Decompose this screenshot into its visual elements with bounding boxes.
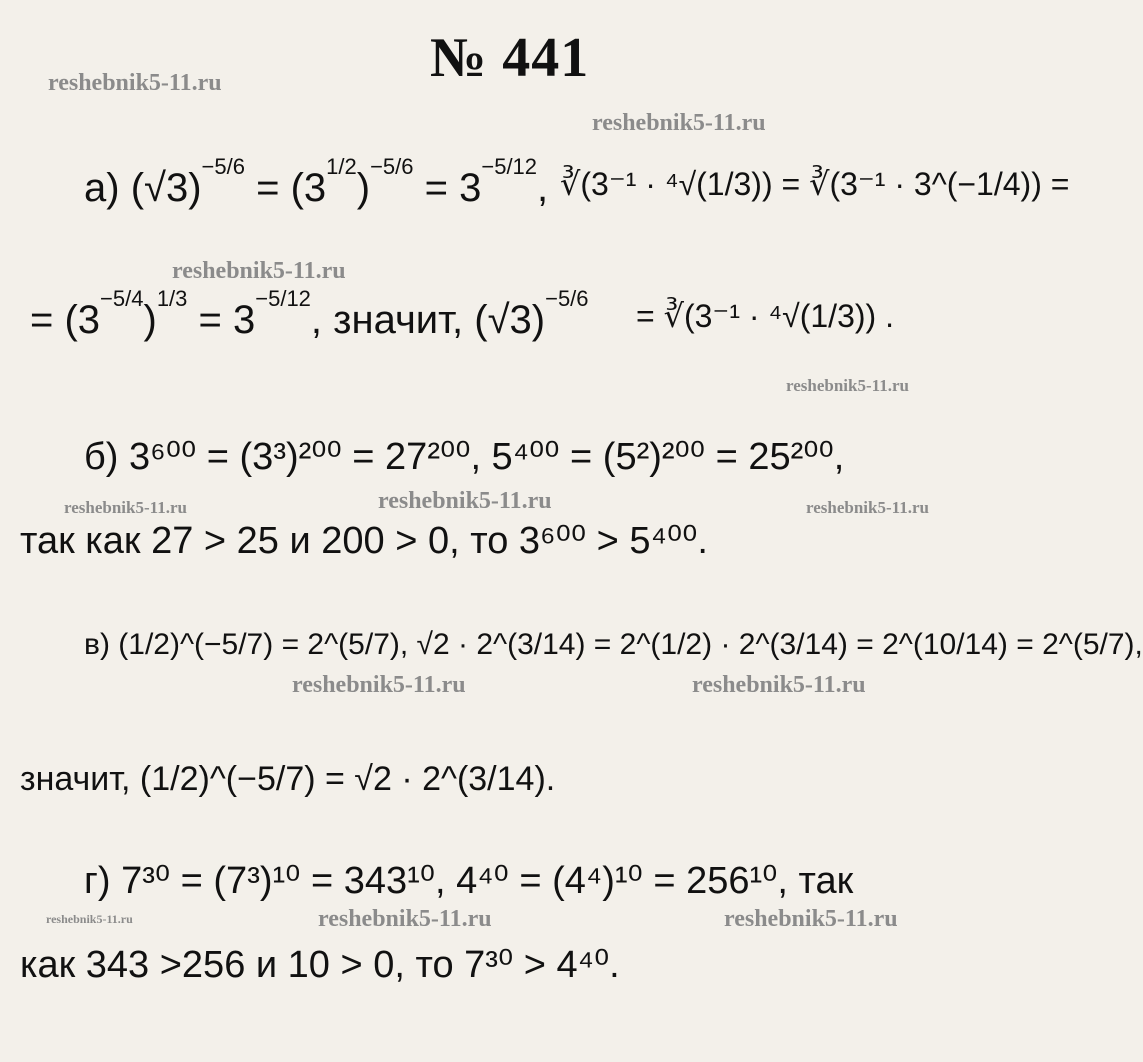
watermark: reshebnik5-11.ru [692,672,866,698]
part-b-line-1: б) 3⁶⁰⁰ = (3³)²⁰⁰ = 27²⁰⁰, 5⁴⁰⁰ = (5²)²⁰⁰ = 25²⁰⁰, [84,436,845,478]
part-a-label: а) [84,166,120,210]
watermark: reshebnik5-11.ru [48,70,222,96]
watermark: reshebnik5-11.ru [378,488,552,514]
part-a-line-2: = $(3^{-5/4})^{1/3} = 3^{-5/12}$, значит, $(√3)^{-5/6}$ [30,286,589,342]
watermark: reshebnik5-11.ru [806,498,929,517]
part-v-line-1: в) (1/2)^(−5/7) = 2^(5/7), √2 · 2^(3/14) = 2^(1/2) · 2^(3/14) = 2^(10/14) = 2^(5/7), [84,628,1143,661]
watermark: reshebnik5-11.ru [592,110,766,136]
watermark: reshebnik5-11.ru [786,376,909,395]
problem-number: № 441 [430,27,590,89]
part-v-line-2: значит, (1/2)^(−5/7) = √2 · 2^(3/14). [20,760,556,798]
part-a-root-expression: ∛(3⁻¹ · ⁴√(1/3)) = ∛(3⁻¹ · 3^(−1/4)) = [560,166,1070,202]
part-a-conclusion-root: = ∛(3⁻¹ · ⁴√(1/3)) . [636,298,894,334]
watermark: reshebnik5-11.ru [64,498,187,517]
watermark: reshebnik5-11.ru [318,906,492,932]
watermark: reshebnik5-11.ru [292,672,466,698]
watermark: reshebnik5-11.ru [172,258,346,284]
part-g-line-2: как 343 >256 и 10 > 0, то 7³⁰ > 4⁴⁰. [20,944,620,986]
watermark: reshebnik5-11.ru [46,912,133,926]
part-g-line-1: г) 7³⁰ = (7³)¹⁰ = 343¹⁰, 4⁴⁰ = (4⁴)¹⁰ = 256¹⁰, так [84,860,854,902]
part-a-line-1: а) $(√3)^{-5/6} = (3^{1/2})^{-5/6} = 3^{-5/12}$, [84,154,549,210]
watermark: reshebnik5-11.ru [724,906,898,932]
part-b-line-2: так как 27 > 25 и 200 > 0, то 3⁶⁰⁰ > 5⁴⁰⁰. [20,520,708,562]
